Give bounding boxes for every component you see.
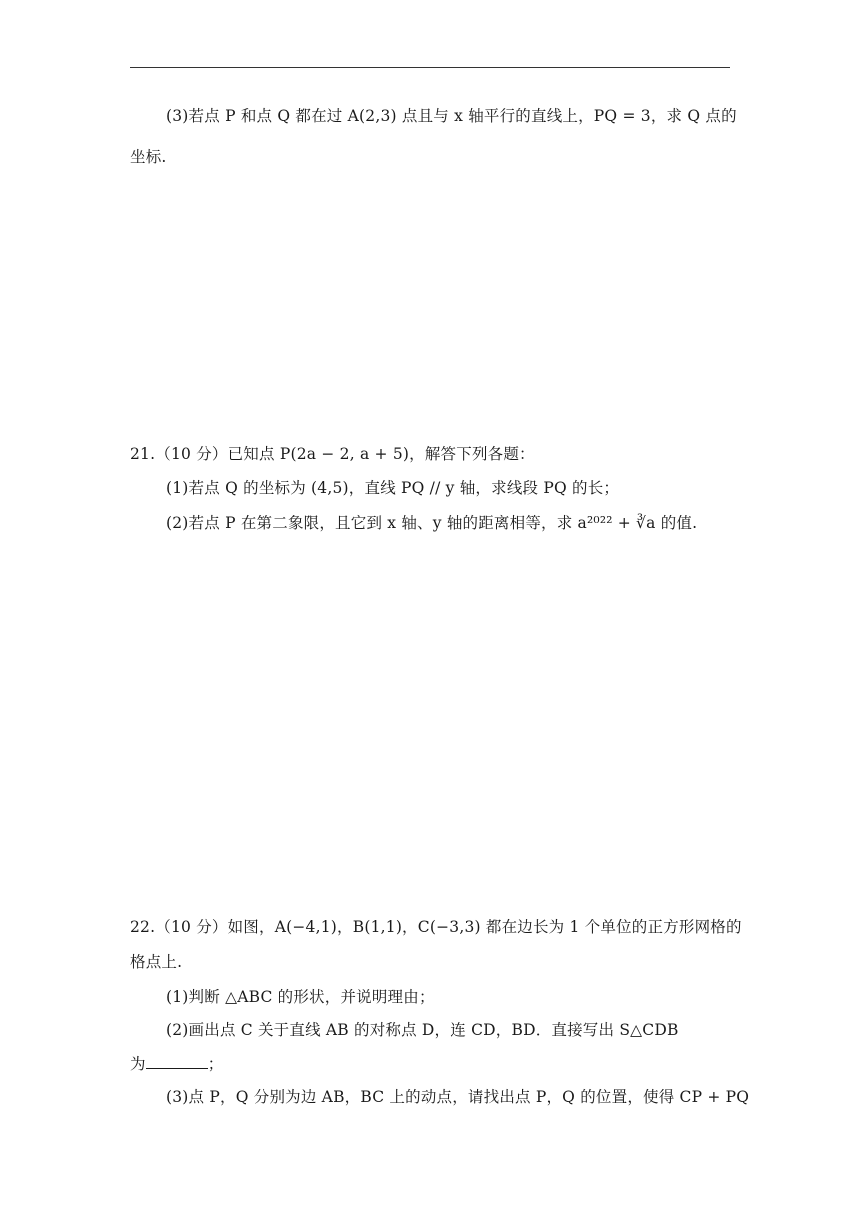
- q22-part2-line2: [130, 1052, 730, 1076]
- q22-stem-line2: 格点上.: [130, 953, 183, 971]
- q22-part2-line1: (2)画出点 C 关于直线 AB 的对称点 D，连 CD，BD．直接写出 S△CDB: [166, 1021, 679, 1039]
- answer-blank[interactable]: [146, 1054, 208, 1069]
- q22-part2-suffix: ；: [207, 1055, 224, 1073]
- q21-part1: (1)若点 Q 的坐标为 (4,5)，直线 PQ // y 轴，求线段 PQ 的长；: [166, 479, 620, 497]
- q20-part3-line1: (3)若点 P 和点 Q 都在过 A(2,3) 点且与 x 轴平行的直线上，PQ = 3，求 Q 点的: [166, 107, 737, 125]
- q21-stem: 21.（10 分）已知点 P(2a − 2, a + 5)，解答下列各题：: [130, 445, 535, 463]
- q22-part2-prefix: 为: [130, 1055, 146, 1073]
- q21-part2: (2)若点 P 在第二象限，且它到 x 轴、y 轴的距离相等，求 a²⁰²² + ∛a 的值.: [166, 514, 698, 532]
- q22-part3-line1: (3)点 P，Q 分别为边 AB，BC 上的动点，请找出点 P，Q 的位置，使得 CP + PQ: [166, 1088, 750, 1106]
- header-rule: [130, 67, 730, 68]
- q20-part3-line2: 坐标.: [130, 148, 167, 166]
- q22-part1: (1)判断 △ABC 的形状，并说明理由；: [166, 988, 435, 1006]
- q22-stem-line1: 22.（10 分）如图，A(−4,1)，B(1,1)，C(−3,3) 都在边长为 1 个单位的正方形网格的: [130, 918, 742, 936]
